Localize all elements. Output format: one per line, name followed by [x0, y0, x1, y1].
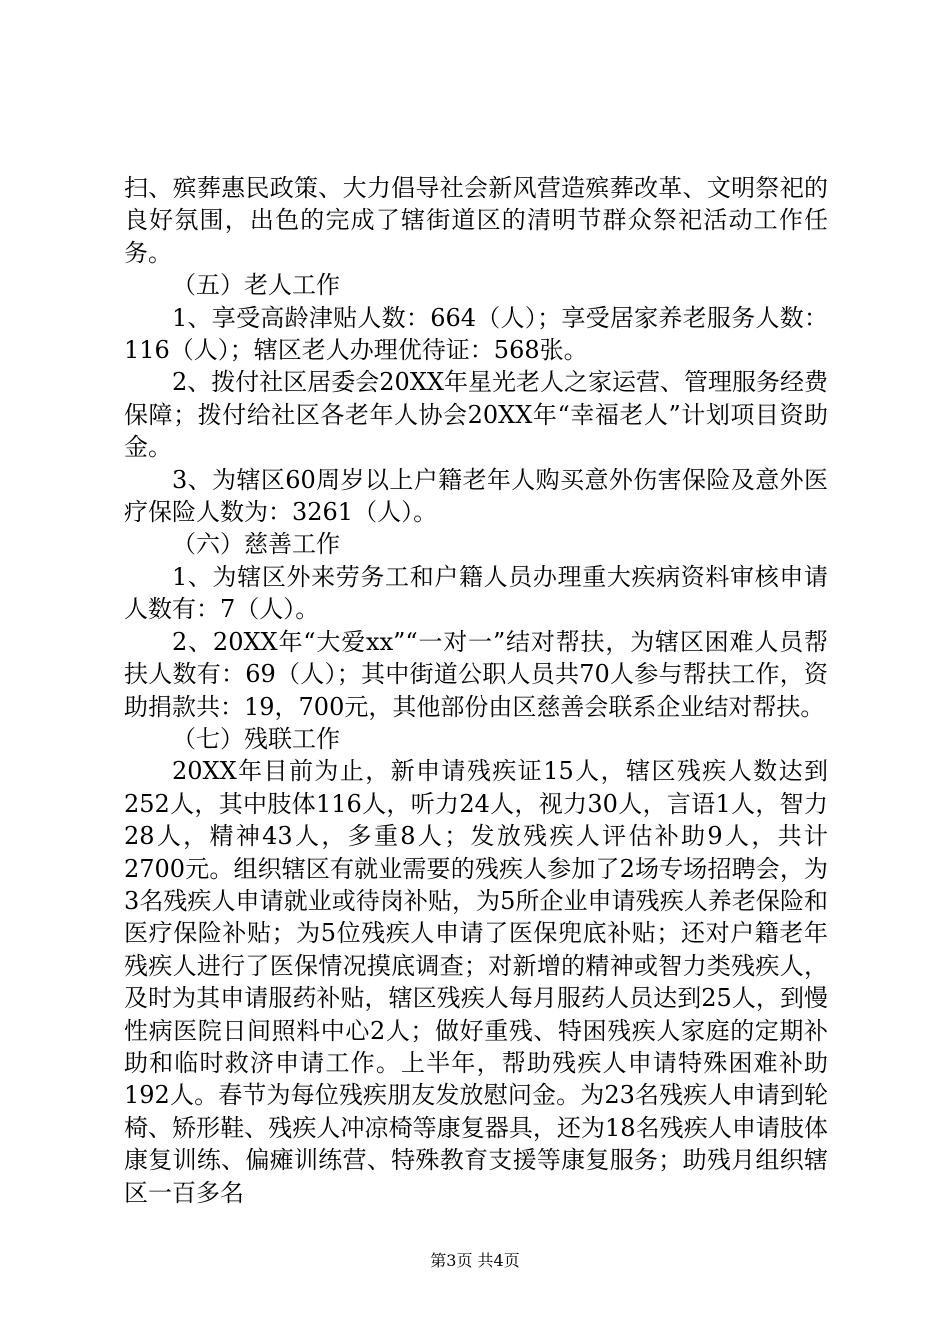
paragraph-charity-2: 2、20XX年“大爱xx”“一对一”结对帮扶，为辖区困难人员帮扶人数有：69（人）；其中街道公职人员共70人参与帮扶工作，资助捐款共：19，700元，其他部份由区慈善会联系企业结对帮扶。	[124, 627, 828, 721]
page-footer: 第3页 共4页	[430, 1251, 520, 1270]
document-body	[124, 172, 828, 1209]
section-heading-charity: （六）慈善工作	[172, 530, 340, 559]
paragraph-elderly-3: 3、为辖区60周岁以上户籍老年人购买意外伤害保险及意外医疗保险人数为：3261（人）。	[124, 465, 828, 527]
paragraph-elderly-2: 2、拨付社区居委会20XX年星光老人之家运营、管理服务经费保障；拨付给社区各老年人协会20XX年“幸福老人”计划项目资助金。	[124, 368, 828, 462]
paragraph-elderly-1: 1、享受高龄津贴人数：664（人）；享受居家养老服务人数：116（人）；辖区老人办理优待证：568张。	[124, 303, 828, 365]
paragraph-continuation: 扫、殡葬惠民政策、大力倡导社会新风营造殡葬改革、文明祭祀的良好氛围，出色的完成了辖街道区的清明节群众祭祀活动工作任务。	[124, 174, 828, 267]
section-heading-elderly: （五）老人工作	[172, 271, 340, 300]
paragraph-disability: 20XX年目前为止，新申请残疾证15人，辖区残疾人数达到252人，其中肢体116人，听力24人，视力30人，言语1人，智力28人，精神43人，多重8人；发放残疾人评估补助9人，共计2700元。组织辖区有就业需要的残疾人参加了2场专场招聘会，为3名残疾人申请就业或待岗补贴，为5所企业申请残疾人养老保险和医疗保险补贴；为5位残疾人申请了医保兜底补贴；还对户籍老年残疾人进行了医保情况摸底调查；对新增的精神或智力类残疾人，及时为其申请服药补贴，辖区残疾人每月服药人员达到25人，到慢性病医院日间照料中心2人；做好重残、特困残疾人家庭的定期补助和临时救济申请工作。上半年，帮助残疾人申请特殊困难补助192人。春节为每位残疾朋友发放慰问金。为23名残疾人申请到轮椅、矫形鞋、残疾人冲凉椅等康复器具，还为18名残疾人申请肢体康复训练、偏瘫训练营、特殊教育支援等康复服务；助残月组织辖区一百多名	[124, 757, 828, 1207]
section-heading-disability: （七）残联工作	[172, 724, 340, 753]
paragraph-charity-1: 1、为辖区外来劳务工和户籍人员办理重大疾病资料审核申请人数有：7（人）。	[124, 562, 828, 624]
